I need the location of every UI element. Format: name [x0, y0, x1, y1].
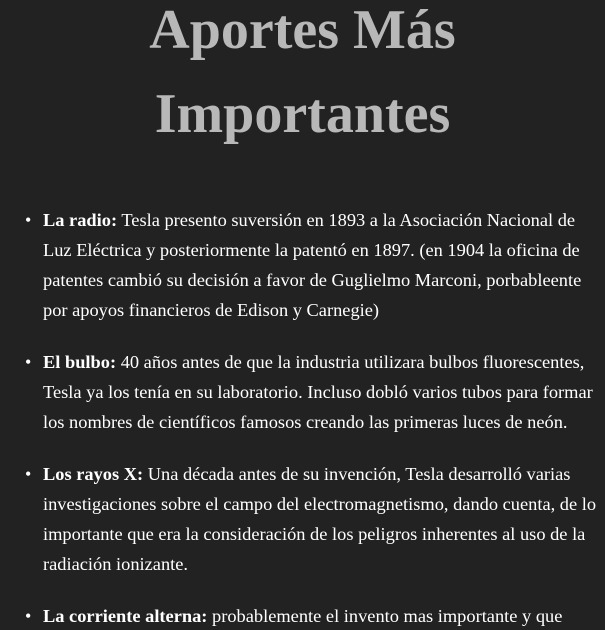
- page-title: Aportes Más Importantes: [149, 0, 456, 145]
- bullet-icon: •: [25, 210, 32, 230]
- item-term: Los rayos X:: [43, 464, 144, 484]
- list-item-corriente-alterna: [0, 601, 605, 630]
- bullet-icon: •: [25, 606, 32, 626]
- item-text: probablemente el invento mas importante y que: [207, 606, 563, 626]
- item-text: Una década antes de su invención, Tesla desarrolló varias investigaciones sobre el campo del electromagnetismo, dando cuenta, de lo importante que era la consideración de los peligros inherentes al uso de la radiación ionizante.: [43, 464, 597, 574]
- contributions-list: [0, 205, 605, 630]
- item-term: La radio:: [43, 210, 118, 230]
- list-item-bulbo: [0, 347, 605, 437]
- item-term: La corriente alterna:: [43, 606, 208, 626]
- item-text: Tesla presento suversión en 1893 a la Asociación Nacional de Luz Eléctrica y posteriormente la patentó en 1897. (en 1904 la oficina de patentes cambió su decisión a favor de Guglielmo Marconi, porbableente por apoyos financieros de Edison y Carnegie): [43, 210, 582, 320]
- item-text: 40 años antes de que la industria utilizara bulbos fluorescentes, Tesla ya los tenía en su laboratorio. Incluso dobló varios tubos para formar los nombres de científicos famosos creando las primeras luces de neón.: [43, 352, 593, 432]
- bullet-icon: •: [25, 352, 32, 372]
- bullet-icon: •: [25, 464, 32, 484]
- list-item-radio: [0, 205, 605, 325]
- list-item-rayos-x: [0, 459, 605, 579]
- item-term: El bulbo:: [43, 352, 117, 372]
